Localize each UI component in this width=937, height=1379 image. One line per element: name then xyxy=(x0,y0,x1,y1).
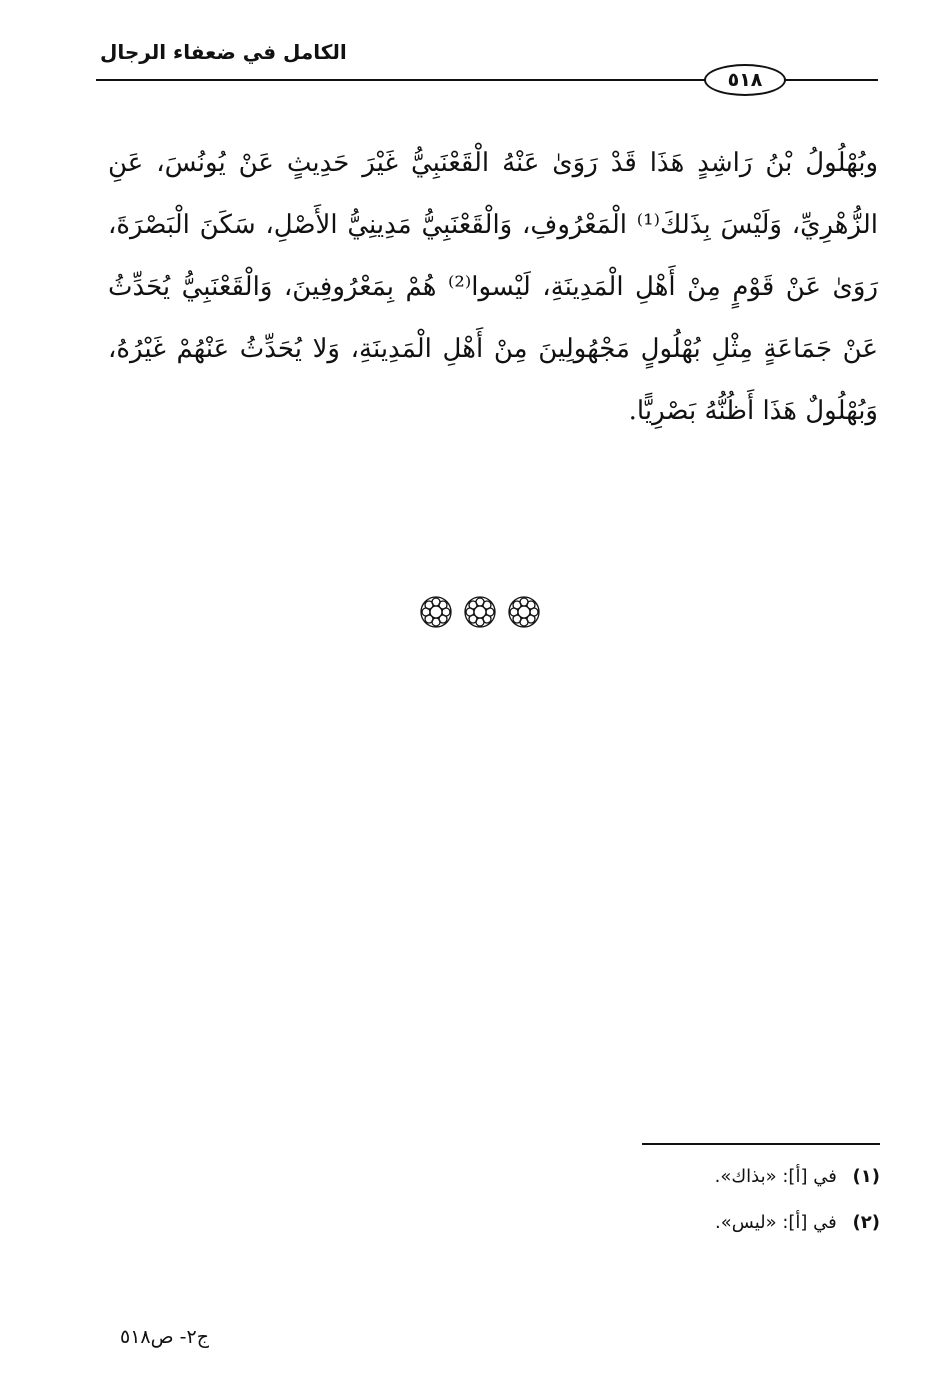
footnote-item xyxy=(400,1206,880,1252)
footnotes xyxy=(400,1160,880,1252)
flower-ornament-icon xyxy=(462,594,498,630)
body-paragraph: وبُهْلُولُ بْنُ رَاشِدٍ هَذَا قَدْ رَوَىٰ عَنْهُ الْقَعْنَبِيُّ غَيْرَ حَدِيثٍ عَنْ يُونُسَ، عَنِ الزُّهْرِيِّ، وَلَيْسَ بِذَلكَ⁽¹⁾ الْمَعْرُوفِ، وَالْقَعْنَبِيُّ مَدِينِيُّ الأَصْلِ، سَكَنَ الْبَصْرَةَ، رَوَىٰ عَنْ قَوْمٍ مِنْ أَهْلِ الْمَدِينَةِ، لَيْسوا⁽²⁾ هُمْ بِمَعْرُوفِينَ، وَالْقَعْنَبِيُّ يُحَدِّثُ عَنْ جَمَاعَةٍ مِثْلِ بُهْلُولٍ مَجْهُولِينَ مِنْ أَهْلِ الْمَدِينَةِ، وَلا يُحَدِّثُ عَنْهُمْ غَيْرُهُ، وَبُهْلُولٌ هَذَا أَظُنُّهُ بَصْرِيًّا. xyxy=(108,148,879,426)
page-number-badge: ٥١٨ xyxy=(704,64,786,96)
footnote-item xyxy=(400,1160,880,1206)
main-text xyxy=(108,132,878,442)
footnote-text: في [أ]: «بذاك». xyxy=(714,1166,837,1187)
flower-ornament-icon xyxy=(418,594,454,630)
footnote-number: (١) xyxy=(852,1166,880,1187)
volume-page-reference: ج٢- ص٥١٨ xyxy=(120,1326,209,1348)
footnote-text: في [أ]: «ليس». xyxy=(715,1212,837,1233)
section-divider-ornament xyxy=(418,592,542,632)
footnote-rule xyxy=(642,1143,880,1145)
book-title: الكامل في ضعفاء الرجال xyxy=(100,40,347,64)
flower-ornament-icon xyxy=(506,594,542,630)
footnote-number: (٢) xyxy=(852,1212,880,1233)
